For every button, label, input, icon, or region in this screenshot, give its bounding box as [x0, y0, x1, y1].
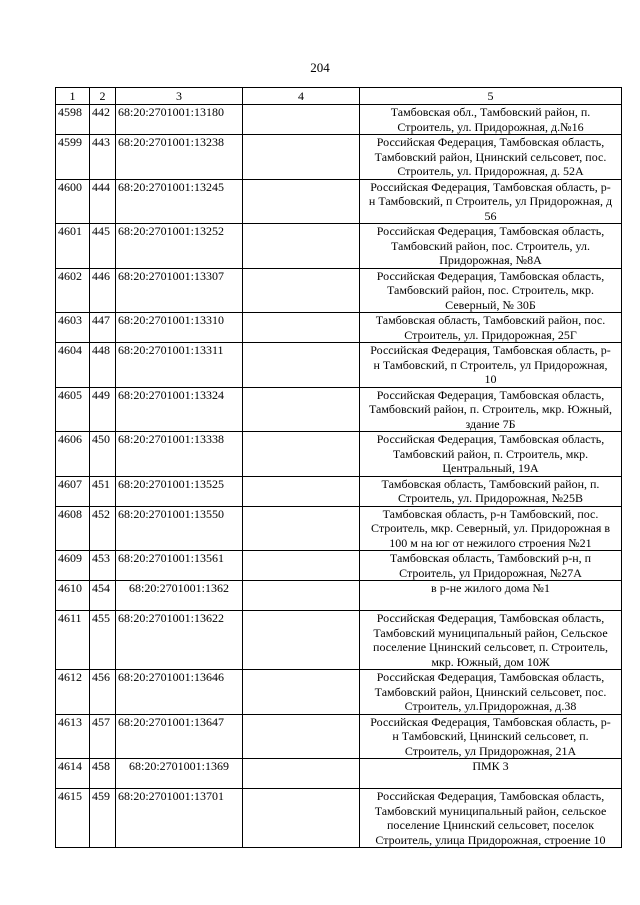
table-row	[56, 224, 622, 269]
address-line: Тамбовский район, п. Строитель, мкр.	[392, 446, 589, 461]
table-row	[56, 343, 622, 388]
address-line: н Тамбовский, п Строитель, ул Придорожная, д	[368, 194, 613, 208]
header-cell: 5	[360, 88, 622, 105]
row-index-cell: 455	[90, 611, 116, 670]
column-4-cell	[243, 135, 360, 180]
address-line: Строитель, ул.Придорожная, д.38	[404, 699, 577, 713]
column-4-cell	[243, 551, 360, 581]
table-row	[56, 759, 622, 789]
row-number-cell: 4609	[56, 551, 90, 581]
address-spacer	[362, 596, 619, 611]
column-4-cell	[243, 476, 360, 506]
address-cell	[360, 179, 622, 224]
table-row	[56, 313, 622, 343]
table-header-row	[56, 88, 622, 105]
address-cell	[360, 135, 622, 180]
table-row	[56, 506, 622, 551]
address-line: Тамбовский район, п. Строитель, мкр. Южный,	[368, 402, 613, 416]
cadastral-number-cell: 68:20:2701001:13646	[116, 670, 243, 715]
table-row	[56, 581, 622, 611]
column-4-cell	[243, 432, 360, 477]
row-number-cell: 4600	[56, 179, 90, 224]
column-4-cell	[243, 268, 360, 313]
table-row	[56, 105, 622, 135]
row-index-cell: 443	[90, 135, 116, 180]
table-row	[56, 268, 622, 313]
row-number-cell: 4599	[56, 135, 90, 180]
address-line: н Тамбовский, Цнинский сельсовет, п.	[392, 729, 589, 743]
row-index-cell: 445	[90, 224, 116, 269]
cadastral-number-cell: 68:20:2701001:13252	[116, 224, 243, 269]
header-cell: 4	[243, 88, 360, 105]
row-index-cell: 449	[90, 387, 116, 432]
cadastral-number-cell: 68:20:2701001:13647	[116, 714, 243, 759]
cadastral-number-cell: 68:20:2701001:13550	[116, 506, 243, 551]
table-row	[56, 476, 622, 506]
cadastral-number-cell: 68:20:2701001:13525	[116, 476, 243, 506]
address-cell	[360, 506, 622, 551]
address-line: Российская Федерация, Тамбовская область,	[376, 135, 605, 149]
address-line: Российская Федерация, Тамбовская область,	[376, 387, 605, 402]
row-index-cell: 442	[90, 105, 116, 135]
address-line: здание 7Б	[465, 416, 516, 431]
address-line: Российская Федерация, Тамбовская область, р-	[370, 343, 611, 357]
address-line: Тамбовский муниципальный район, сельское	[374, 803, 607, 818]
column-4-cell	[243, 343, 360, 388]
address-line: Строитель, мкр. Северный, ул. Придорожная в	[371, 521, 610, 535]
row-index-cell: 444	[90, 179, 116, 224]
row-index-cell: 447	[90, 313, 116, 343]
address-line: Тамбовская область, Тамбовский район, пос.	[375, 313, 606, 327]
address-line: Строитель, ул. Придорожная, №25В	[397, 491, 584, 505]
registry-table	[55, 87, 622, 848]
address-cell	[360, 581, 622, 611]
table-row	[56, 135, 622, 180]
address-line: поселение Цнинский сельсовет, поселок	[386, 818, 595, 832]
address-line: 100 м на юг от нежилого строения №21	[389, 535, 592, 550]
address-line: 10	[484, 372, 497, 386]
row-number-cell: 4615	[56, 789, 90, 848]
row-number-cell: 4614	[56, 759, 90, 789]
cadastral-number-cell: 68:20:2701001:13701	[116, 789, 243, 848]
address-line: Тамбовский район, пос. Строитель, мкр.	[387, 283, 594, 297]
table-row	[56, 670, 622, 715]
header-cell: 1	[56, 88, 90, 105]
address-cell	[360, 789, 622, 848]
row-number-cell: 4611	[56, 611, 90, 670]
column-4-cell	[243, 313, 360, 343]
address-line: Тамбовская обл., Тамбовский район, п.	[390, 105, 591, 119]
address-cell	[360, 714, 622, 759]
address-line: Строитель, улица Придорожная, строение 10	[375, 832, 606, 847]
address-line: в р-не жилого дома №1	[431, 581, 550, 595]
column-4-cell	[243, 670, 360, 715]
header-cell: 3	[116, 88, 243, 105]
registry-table-body	[56, 88, 622, 848]
address-line: Тамбовский район, Цнинский сельсовет, пос.	[374, 149, 607, 164]
address-line: Российская Федерация, Тамбовская область,	[376, 670, 605, 684]
address-line: Тамбовская область, р-н Тамбовский, пос.	[382, 506, 599, 521]
row-number-cell: 4612	[56, 670, 90, 715]
address-line: Строитель, ул Придорожная, №27А	[399, 565, 582, 580]
address-spacer	[362, 774, 619, 789]
row-index-cell: 457	[90, 714, 116, 759]
address-line: Российская Федерация, Тамбовская область, р-	[370, 179, 611, 194]
address-line: Тамбовская область, Тамбовский район, п.	[381, 476, 600, 491]
address-line: Тамбовская область, Тамбовский р-н, п	[389, 551, 592, 565]
row-index-cell: 454	[90, 581, 116, 611]
address-cell	[360, 268, 622, 313]
cadastral-number-cell: 68:20:2701001:1369	[116, 759, 243, 789]
row-number-cell: 4603	[56, 313, 90, 343]
row-index-cell: 448	[90, 343, 116, 388]
cadastral-number-cell: 68:20:2701001:13245	[116, 179, 243, 224]
address-line: Российская Федерация, Тамбовская область,	[376, 224, 605, 238]
row-number-cell: 4613	[56, 714, 90, 759]
row-index-cell: 452	[90, 506, 116, 551]
address-line: н Тамбовский, п Строитель, ул Придорожная,	[373, 357, 608, 372]
cadastral-number-cell: 68:20:2701001:13307	[116, 268, 243, 313]
row-index-cell: 451	[90, 476, 116, 506]
cadastral-number-cell: 68:20:2701001:13338	[116, 432, 243, 477]
table-row	[56, 432, 622, 477]
column-4-cell	[243, 179, 360, 224]
row-number-cell: 4604	[56, 343, 90, 388]
row-number-cell: 4605	[56, 387, 90, 432]
address-cell	[360, 432, 622, 477]
row-number-cell: 4601	[56, 224, 90, 269]
address-line: Российская Федерация, Тамбовская область,	[376, 789, 605, 803]
cadastral-number-cell: 68:20:2701001:13311	[116, 343, 243, 388]
row-index-cell: 450	[90, 432, 116, 477]
column-4-cell	[243, 611, 360, 670]
address-line: Тамбовский район, пос. Строитель, ул.	[390, 238, 591, 253]
column-4-cell	[243, 105, 360, 135]
address-cell	[360, 551, 622, 581]
address-line: Российская Федерация, Тамбовская область,	[376, 611, 605, 625]
row-index-cell: 453	[90, 551, 116, 581]
address-cell	[360, 611, 622, 670]
column-4-cell	[243, 759, 360, 789]
address-line: Центральный, 19А	[442, 461, 539, 475]
address-line: Строитель, ул. Придорожная, д.№16	[397, 119, 584, 134]
address-line: Строитель, ул. Придорожная, д. 52А	[397, 164, 584, 178]
table-row	[56, 179, 622, 224]
address-line: Российская Федерация, Тамбовская область,	[376, 432, 605, 446]
column-4-cell	[243, 714, 360, 759]
row-number-cell: 4606	[56, 432, 90, 477]
address-line: Тамбовский район, Цнинский сельсовет, пос.	[374, 684, 607, 699]
cadastral-number-cell: 68:20:2701001:13324	[116, 387, 243, 432]
address-cell	[360, 476, 622, 506]
address-line: Российская Федерация, Тамбовская область, р-	[370, 714, 611, 729]
address-line: ПМК 3	[472, 759, 509, 773]
column-4-cell	[243, 789, 360, 848]
header-cell: 2	[90, 88, 116, 105]
page-number: 204	[310, 60, 330, 75]
row-index-cell: 459	[90, 789, 116, 848]
address-line: Северный, № 30Б	[445, 297, 536, 312]
column-4-cell	[243, 506, 360, 551]
row-index-cell: 446	[90, 268, 116, 313]
address-cell	[360, 105, 622, 135]
table-row	[56, 714, 622, 759]
cadastral-number-cell: 68:20:2701001:13561	[116, 551, 243, 581]
column-4-cell	[243, 224, 360, 269]
column-4-cell	[243, 581, 360, 611]
address-line: Придорожная, №8А	[439, 253, 542, 267]
cadastral-number-cell: 68:20:2701001:13238	[116, 135, 243, 180]
cadastral-number-cell: 68:20:2701001:13180	[116, 105, 243, 135]
address-cell	[360, 759, 622, 789]
address-cell	[360, 224, 622, 269]
address-cell	[360, 343, 622, 388]
address-cell	[360, 313, 622, 343]
address-line: Российская Федерация, Тамбовская область,	[376, 268, 605, 283]
row-number-cell: 4607	[56, 476, 90, 506]
table-row	[56, 551, 622, 581]
row-number-cell: 4610	[56, 581, 90, 611]
row-index-cell: 456	[90, 670, 116, 715]
table-row	[56, 611, 622, 670]
cadastral-number-cell: 68:20:2701001:13622	[116, 611, 243, 670]
address-line: поселение Цнинский сельсовет, п. Строитель,	[373, 640, 608, 654]
cadastral-number-cell: 68:20:2701001:13310	[116, 313, 243, 343]
row-number-cell: 4608	[56, 506, 90, 551]
address-cell	[360, 670, 622, 715]
address-line: Строитель, ул Придорожная, 21А	[404, 743, 577, 758]
row-number-cell: 4598	[56, 105, 90, 135]
address-cell	[360, 387, 622, 432]
table-row	[56, 387, 622, 432]
address-line: 56	[484, 208, 497, 223]
row-index-cell: 458	[90, 759, 116, 789]
column-4-cell	[243, 387, 360, 432]
row-number-cell: 4602	[56, 268, 90, 313]
address-line: Строитель, ул. Придорожная, 25Г	[404, 327, 577, 342]
address-line: мкр. Южный, дом 10Ж	[431, 654, 550, 669]
table-row	[56, 789, 622, 848]
address-line: Тамбовский муниципальный район, Сельское	[373, 625, 608, 640]
cadastral-number-cell: 68:20:2701001:1362	[116, 581, 243, 611]
